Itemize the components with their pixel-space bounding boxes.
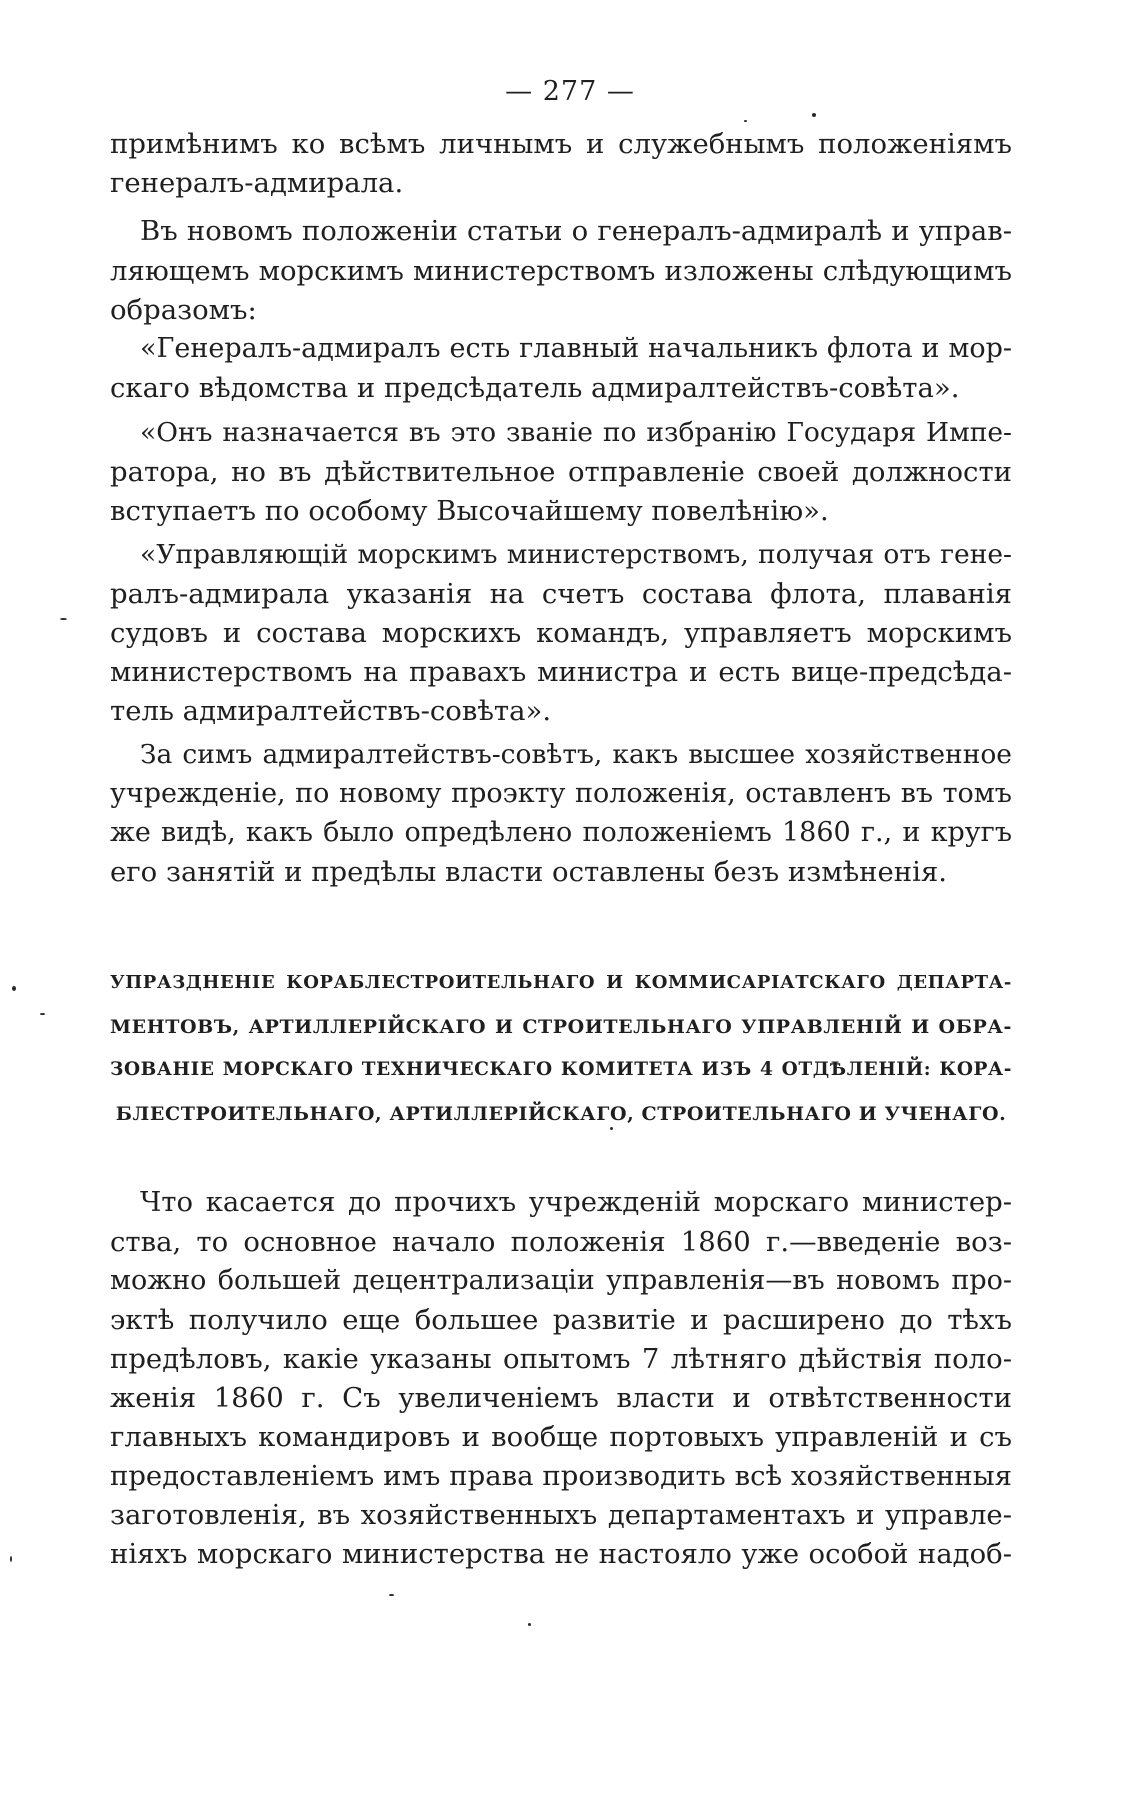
text-line: ніяхъ морскаго министерства не настояло уже особой надоб- [110,1538,1012,1570]
section-heading-line: БЛЕСТРОИТЕЛЬНАГО, АРТИЛЛЕРІЙСКАГО, СТРОИТЕЛЬНАГО И УЧЕНАГО. [115,1103,1007,1125]
text-line: учрежденіе, по новому проэкту положенія, оставленъ въ томъ [110,778,1012,809]
text-line: Въ новомъ положеніи статьи о генералъ-адмиралѣ и управ- [140,215,1012,247]
text-line: можно большей децентрализаціи управленія—въ новомъ про- [110,1265,1012,1296]
text-line: судовъ и состава морскихъ командъ, управляетъ морскимъ [110,617,1012,649]
text-line: За симъ адмиралтействъ-совѣтъ, какъ высшее хозяйственное [140,739,1012,770]
text-line: ратора, но въ дѣйствительное отправленіе своей должности [110,456,1012,488]
text-line: заготовленія, въ хозяйственныхъ департаментахъ и управле- [110,1499,1012,1531]
scan-speck [40,1013,45,1015]
scan-speck [12,986,16,991]
scan-speck [744,120,747,122]
scan-speck [528,1623,531,1626]
text-line: ралъ-адмирала указанія на счетъ состава флота, плаванія [110,578,1012,610]
text-line: ства, то основное начало положенія 1860 г.—введеніе воз- [110,1226,1012,1258]
text-line: вступаетъ по особому Высочайшему повелѣнію». [110,495,829,527]
text-line: женія 1860 г. Съ увеличеніемъ власти и отвѣтственности [110,1382,1012,1414]
text-line: эктѣ получило еще большее развитіе и расширено до тѣхъ [110,1304,1012,1336]
text-line: «Онъ назначается въ это званіе по избранію Государя Импе- [140,417,1012,448]
section-heading-line: ЗОВАНІЕ МОРСКАГО ТЕХНИЧЕСКАГО КОМИТЕТА ИЗЪ 4 ОТДѢЛЕНІЙ: КОРА- [110,1059,1012,1080]
text-line: «Генералъ-адмиралъ есть главный начальникъ флота и мор- [140,333,1012,364]
text-line: образомъ: [110,294,257,326]
scan-speck [812,113,816,117]
section-heading-line: МЕНТОВЪ, АРТИЛЛЕРІЙСКАГО И СТРОИТЕЛЬНАГО УПРАВЛЕНІЙ И ОБРА- [110,1016,1012,1038]
text-line: генералъ-адмирала. [110,167,404,199]
text-line: же видѣ, какъ было опредѣлено положеніемъ 1860 г., и кругъ [110,817,1012,848]
scan-speck [10,1556,12,1562]
text-line: Что касается до прочихъ учрежденій морскаго министер- [140,1186,1012,1218]
text-line: ляющемъ морскимъ министерствомъ изложены слѣдующимъ [110,255,1012,287]
text-line: «Управляющій морскимъ министерствомъ, получая отъ гене- [140,539,1012,570]
text-line: скаго вѣдомства и предсѣдатель адмиралтействъ-совѣта». [110,372,960,404]
text-line: главныхъ командировъ и вообще портовыхъ управленій и съ [110,1421,1012,1453]
text-line: тель адмиралтействъ-совѣта». [110,695,552,727]
text-line: примѣнимъ ко всѣмъ личнымъ и служебнымъ положеніямъ [110,128,1012,160]
text-line: предоставленіемъ имъ права производить всѣ хозяйственныя [110,1460,1012,1492]
text-line: министерствомъ на правахъ министра и есть вице-предсѣда- [110,656,1012,688]
page-number: — 277 — [505,76,635,107]
scan-speck [389,1594,394,1596]
text-line: предѣловъ, какіе указаны опытомъ 7 лѣтняго дѣйствія поло- [110,1343,1012,1375]
section-heading-line: УПРАЗДНЕНІЕ КОРАБЛЕСТРОИТЕЛЬНАГО И КОММИСАРІАТСКАГО ДЕПАРТА- [110,972,1012,993]
scan-speck [610,1127,613,1130]
scan-speck [60,618,67,620]
text-line: его занятій и предѣлы власти оставлены безъ измѣненія. [110,856,947,888]
